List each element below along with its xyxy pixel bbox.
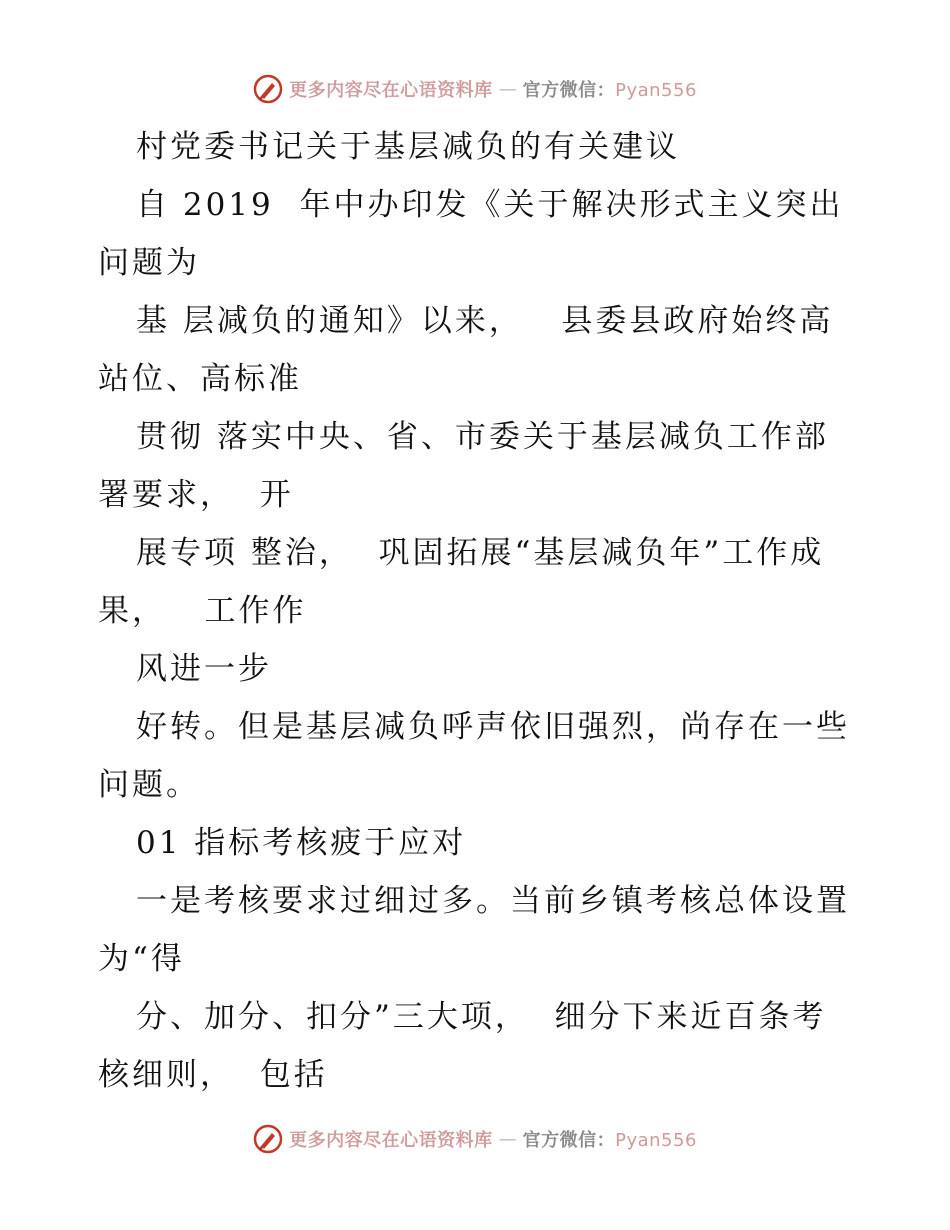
watermark-dash: — [498,1128,517,1150]
paragraph: 展专项 整治， 巩固拓展“基层减负年”工作成果， 工作作 [98,535,825,629]
pen-logo-icon [253,1124,283,1154]
paragraph: 风进一步 [136,651,272,687]
document-body [98,118,858,1104]
watermark-dash: — [498,78,517,100]
pen-logo-icon [253,74,283,104]
section-heading: 01 指标考核疲于应对 [136,825,467,861]
paragraph: 好转。但是基层减负呼声依旧强烈，尚存在一些问题。 [98,709,850,803]
paragraph: 一是考核要求过细过多。当前乡镇考核总体设置为“得 [98,883,850,977]
paragraph: 分、加分、扣分”三大项， 细分下来近百条考核细则， 包括 [98,999,827,1093]
watermark-contact [523,76,697,102]
paragraph: 贯彻 落实中央、省、市委关于基层减负工作部署要求， 开 [98,419,829,513]
watermark-text: 更多内容尽在心语资料库 [289,1130,493,1151]
page-footer-watermark [0,1122,950,1156]
paragraph: 自 2019 年中办印发《关于解决形式主义突出问题为 [98,187,844,281]
watermark-contact-label: 官方微信： [522,80,616,101]
watermark-text: 更多内容尽在心语资料库 [289,80,493,101]
watermark-contact [523,1126,697,1152]
watermark-contact-id: Pyan556 [615,80,697,101]
document-title: 村党委书记关于基层减负的有关建议 [136,129,680,165]
page-header-watermark [0,72,950,106]
watermark-contact-id: Pyan556 [615,1130,697,1151]
watermark-contact-label: 官方微信： [522,1130,616,1151]
paragraph: 基 层减负的通知》以来， 县委县政府始终高站位、高标准 [98,303,834,397]
